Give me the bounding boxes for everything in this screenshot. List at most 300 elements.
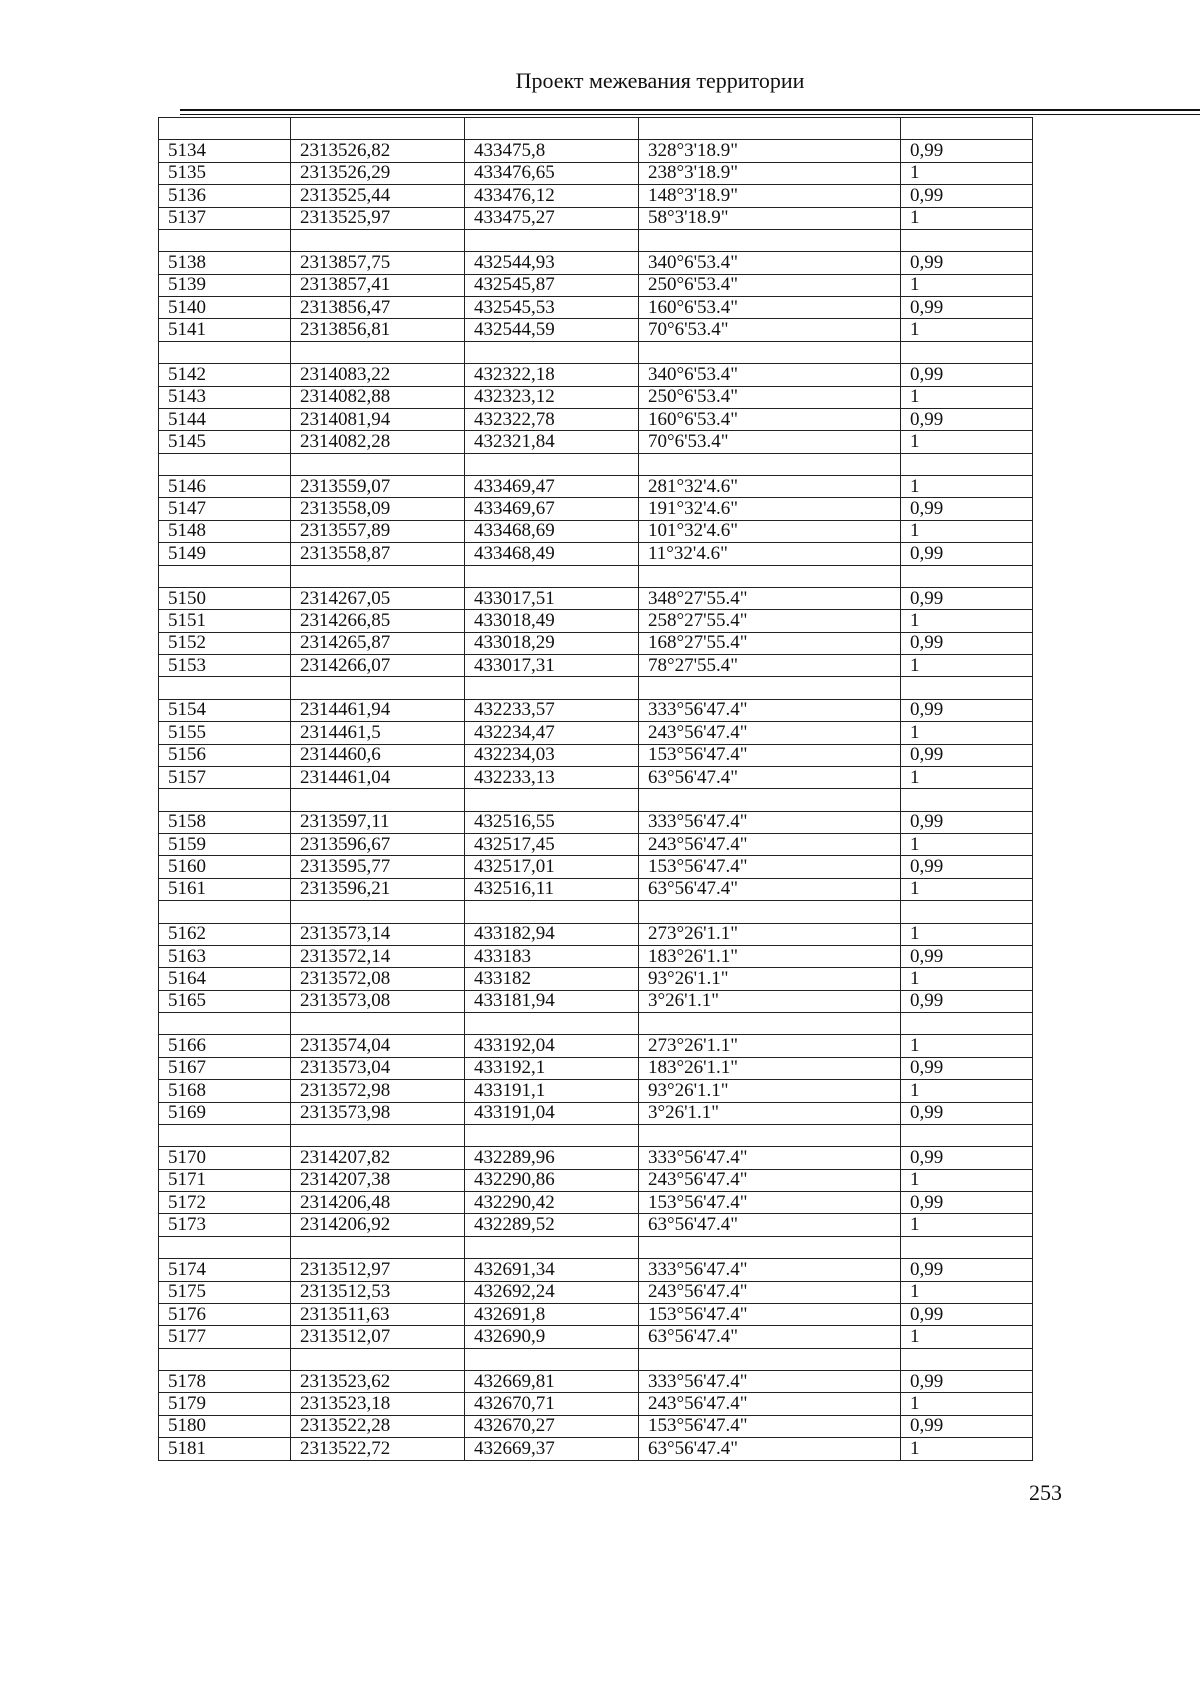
direction-angle-cell: 243°56'47.4"	[639, 722, 901, 744]
table-row	[159, 811, 1033, 833]
empty-cell	[639, 901, 901, 923]
direction-angle-cell: 243°56'47.4"	[639, 1393, 901, 1415]
x-coordinate-cell: 2314081,94	[291, 408, 465, 430]
point-number-cell: 5170	[159, 1147, 291, 1169]
x-coordinate-cell: 2313512,97	[291, 1259, 465, 1281]
table-row	[159, 364, 1033, 386]
direction-angle-cell: 148°3'18.9"	[639, 185, 901, 207]
direction-angle-cell: 191°32'4.6"	[639, 498, 901, 520]
table-row	[159, 1415, 1033, 1437]
table-row	[159, 252, 1033, 274]
header-rule-thick	[180, 109, 1200, 111]
point-number-cell: 5176	[159, 1303, 291, 1325]
table-row	[159, 1371, 1033, 1393]
y-coordinate-cell: 433468,49	[465, 543, 639, 565]
y-coordinate-cell: 433182,94	[465, 923, 639, 945]
y-coordinate-cell: 432670,71	[465, 1393, 639, 1415]
distance-cell: 1	[901, 1035, 1033, 1057]
empty-cell	[291, 1348, 465, 1370]
direction-angle-cell: 63°56'47.4"	[639, 766, 901, 788]
table-separator-row	[159, 118, 1033, 140]
y-coordinate-cell: 432544,93	[465, 252, 639, 274]
distance-cell: 1	[901, 520, 1033, 542]
x-coordinate-cell: 2314083,22	[291, 364, 465, 386]
distance-cell: 0,99	[901, 408, 1033, 430]
distance-cell: 0,99	[901, 945, 1033, 967]
empty-cell	[901, 453, 1033, 475]
y-coordinate-cell: 433191,04	[465, 1102, 639, 1124]
distance-cell: 1	[901, 1281, 1033, 1303]
empty-cell	[465, 453, 639, 475]
direction-angle-cell: 250°6'53.4"	[639, 386, 901, 408]
table-row	[159, 1281, 1033, 1303]
empty-cell	[901, 1348, 1033, 1370]
table-row	[159, 1192, 1033, 1214]
distance-cell: 0,99	[901, 185, 1033, 207]
table-row	[159, 1326, 1033, 1348]
point-number-cell: 5169	[159, 1102, 291, 1124]
distance-cell: 0,99	[901, 1259, 1033, 1281]
empty-cell	[465, 341, 639, 363]
y-coordinate-cell: 432289,52	[465, 1214, 639, 1236]
y-coordinate-cell: 432545,53	[465, 297, 639, 319]
x-coordinate-cell: 2313856,81	[291, 319, 465, 341]
table-row	[159, 1102, 1033, 1124]
coordinates-table-body	[159, 118, 1033, 1461]
point-number-cell: 5162	[159, 923, 291, 945]
distance-cell: 0,99	[901, 297, 1033, 319]
point-number-cell: 5163	[159, 945, 291, 967]
direction-angle-cell: 243°56'47.4"	[639, 1169, 901, 1191]
table-row	[159, 1303, 1033, 1325]
y-coordinate-cell: 432289,96	[465, 1147, 639, 1169]
table-row	[159, 655, 1033, 677]
point-number-cell: 5171	[159, 1169, 291, 1191]
empty-cell	[901, 1013, 1033, 1035]
table-row	[159, 968, 1033, 990]
distance-cell: 1	[901, 1438, 1033, 1461]
x-coordinate-cell: 2314265,87	[291, 632, 465, 654]
distance-cell: 0,99	[901, 1303, 1033, 1325]
empty-cell	[159, 1013, 291, 1035]
y-coordinate-cell: 432233,13	[465, 766, 639, 788]
point-number-cell: 5177	[159, 1326, 291, 1348]
direction-angle-cell: 250°6'53.4"	[639, 274, 901, 296]
table-row	[159, 834, 1033, 856]
x-coordinate-cell: 2313512,53	[291, 1281, 465, 1303]
empty-cell	[291, 565, 465, 587]
empty-cell	[465, 1348, 639, 1370]
direction-angle-cell: 243°56'47.4"	[639, 1281, 901, 1303]
point-number-cell: 5147	[159, 498, 291, 520]
table-row	[159, 1169, 1033, 1191]
direction-angle-cell: 281°32'4.6"	[639, 476, 901, 498]
x-coordinate-cell: 2313595,77	[291, 856, 465, 878]
empty-cell	[639, 1348, 901, 1370]
point-number-cell: 5137	[159, 207, 291, 229]
distance-cell: 0,99	[901, 587, 1033, 609]
empty-cell	[291, 229, 465, 251]
y-coordinate-cell: 433192,04	[465, 1035, 639, 1057]
direction-angle-cell: 333°56'47.4"	[639, 1259, 901, 1281]
empty-cell	[291, 1013, 465, 1035]
point-number-cell: 5175	[159, 1281, 291, 1303]
y-coordinate-cell: 433192,1	[465, 1057, 639, 1079]
point-number-cell: 5136	[159, 185, 291, 207]
y-coordinate-cell: 433018,49	[465, 610, 639, 632]
x-coordinate-cell: 2314082,88	[291, 386, 465, 408]
point-number-cell: 5152	[159, 632, 291, 654]
table-separator-row	[159, 229, 1033, 251]
x-coordinate-cell: 2313522,28	[291, 1415, 465, 1437]
y-coordinate-cell: 432670,27	[465, 1415, 639, 1437]
empty-cell	[159, 229, 291, 251]
point-number-cell: 5154	[159, 699, 291, 721]
table-row	[159, 1080, 1033, 1102]
direction-angle-cell: 153°56'47.4"	[639, 1303, 901, 1325]
table-row	[159, 1147, 1033, 1169]
empty-cell	[291, 341, 465, 363]
y-coordinate-cell: 433017,31	[465, 655, 639, 677]
direction-angle-cell: 11°32'4.6"	[639, 543, 901, 565]
direction-angle-cell: 70°6'53.4"	[639, 431, 901, 453]
empty-cell	[901, 1236, 1033, 1258]
y-coordinate-cell: 433469,47	[465, 476, 639, 498]
y-coordinate-cell: 433191,1	[465, 1080, 639, 1102]
direction-angle-cell: 153°56'47.4"	[639, 1415, 901, 1437]
y-coordinate-cell: 432669,37	[465, 1438, 639, 1461]
x-coordinate-cell: 2313573,98	[291, 1102, 465, 1124]
empty-cell	[901, 1124, 1033, 1146]
table-row	[159, 207, 1033, 229]
direction-angle-cell: 183°26'1.1"	[639, 1057, 901, 1079]
x-coordinate-cell: 2313856,47	[291, 297, 465, 319]
header-rule-thin	[180, 114, 1200, 115]
direction-angle-cell: 258°27'55.4"	[639, 610, 901, 632]
x-coordinate-cell: 2313596,21	[291, 878, 465, 900]
table-row	[159, 185, 1033, 207]
y-coordinate-cell: 432545,87	[465, 274, 639, 296]
point-number-cell: 5149	[159, 543, 291, 565]
empty-cell	[159, 341, 291, 363]
distance-cell: 1	[901, 923, 1033, 945]
direction-angle-cell: 70°6'53.4"	[639, 319, 901, 341]
distance-cell: 0,99	[901, 140, 1033, 162]
x-coordinate-cell: 2313523,18	[291, 1393, 465, 1415]
empty-cell	[639, 453, 901, 475]
table-separator-row	[159, 341, 1033, 363]
y-coordinate-cell: 432692,24	[465, 1281, 639, 1303]
distance-cell: 0,99	[901, 990, 1033, 1012]
empty-cell	[465, 565, 639, 587]
table-row	[159, 1214, 1033, 1236]
y-coordinate-cell: 433183	[465, 945, 639, 967]
y-coordinate-cell: 432322,78	[465, 408, 639, 430]
x-coordinate-cell: 2313558,87	[291, 543, 465, 565]
point-number-cell: 5150	[159, 587, 291, 609]
point-number-cell: 5138	[159, 252, 291, 274]
distance-cell: 1	[901, 878, 1033, 900]
distance-cell: 0,99	[901, 252, 1033, 274]
y-coordinate-cell: 432669,81	[465, 1371, 639, 1393]
table-row	[159, 274, 1033, 296]
x-coordinate-cell: 2313596,67	[291, 834, 465, 856]
table-row	[159, 722, 1033, 744]
direction-angle-cell: 63°56'47.4"	[639, 1326, 901, 1348]
y-coordinate-cell: 432322,18	[465, 364, 639, 386]
distance-cell: 1	[901, 319, 1033, 341]
y-coordinate-cell: 432690,9	[465, 1326, 639, 1348]
point-number-cell: 5165	[159, 990, 291, 1012]
empty-cell	[639, 1124, 901, 1146]
distance-cell: 0,99	[901, 699, 1033, 721]
direction-angle-cell: 63°56'47.4"	[639, 1438, 901, 1461]
point-number-cell: 5140	[159, 297, 291, 319]
point-number-cell: 5174	[159, 1259, 291, 1281]
empty-cell	[465, 1236, 639, 1258]
table-separator-row	[159, 1013, 1033, 1035]
x-coordinate-cell: 2314207,38	[291, 1169, 465, 1191]
table-row	[159, 856, 1033, 878]
x-coordinate-cell: 2314206,92	[291, 1214, 465, 1236]
y-coordinate-cell: 433475,27	[465, 207, 639, 229]
direction-angle-cell: 333°56'47.4"	[639, 699, 901, 721]
empty-cell	[291, 118, 465, 140]
x-coordinate-cell: 2313559,07	[291, 476, 465, 498]
table-separator-row	[159, 1124, 1033, 1146]
table-row	[159, 1438, 1033, 1461]
direction-angle-cell: 153°56'47.4"	[639, 1192, 901, 1214]
point-number-cell: 5159	[159, 834, 291, 856]
direction-angle-cell: 340°6'53.4"	[639, 364, 901, 386]
empty-cell	[901, 341, 1033, 363]
distance-cell: 1	[901, 1393, 1033, 1415]
direction-angle-cell: 160°6'53.4"	[639, 297, 901, 319]
x-coordinate-cell: 2314460,6	[291, 744, 465, 766]
x-coordinate-cell: 2313526,82	[291, 140, 465, 162]
empty-cell	[639, 341, 901, 363]
distance-cell: 1	[901, 274, 1033, 296]
page-header-title: Проект межевания территории	[515, 68, 805, 93]
x-coordinate-cell: 2313572,08	[291, 968, 465, 990]
table-separator-row	[159, 677, 1033, 699]
y-coordinate-cell: 432321,84	[465, 431, 639, 453]
table-row	[159, 766, 1033, 788]
x-coordinate-cell: 2313511,63	[291, 1303, 465, 1325]
empty-cell	[901, 901, 1033, 923]
x-coordinate-cell: 2313857,75	[291, 252, 465, 274]
x-coordinate-cell: 2313525,44	[291, 185, 465, 207]
empty-cell	[465, 789, 639, 811]
distance-cell: 0,99	[901, 811, 1033, 833]
x-coordinate-cell: 2313573,08	[291, 990, 465, 1012]
direction-angle-cell: 93°26'1.1"	[639, 968, 901, 990]
y-coordinate-cell: 432290,86	[465, 1169, 639, 1191]
empty-cell	[291, 789, 465, 811]
direction-angle-cell: 273°26'1.1"	[639, 1035, 901, 1057]
direction-angle-cell: 333°56'47.4"	[639, 811, 901, 833]
x-coordinate-cell: 2314266,07	[291, 655, 465, 677]
empty-cell	[159, 1348, 291, 1370]
distance-cell: 0,99	[901, 744, 1033, 766]
x-coordinate-cell: 2314461,04	[291, 766, 465, 788]
empty-cell	[159, 677, 291, 699]
distance-cell: 0,99	[901, 632, 1033, 654]
x-coordinate-cell: 2313526,29	[291, 162, 465, 184]
point-number-cell: 5156	[159, 744, 291, 766]
distance-cell: 1	[901, 476, 1033, 498]
page-number: 253	[1029, 1480, 1062, 1505]
x-coordinate-cell: 2313557,89	[291, 520, 465, 542]
empty-cell	[159, 565, 291, 587]
y-coordinate-cell: 432233,57	[465, 699, 639, 721]
direction-angle-cell: 333°56'47.4"	[639, 1147, 901, 1169]
direction-angle-cell: 160°6'53.4"	[639, 408, 901, 430]
point-number-cell: 5157	[159, 766, 291, 788]
x-coordinate-cell: 2314266,85	[291, 610, 465, 632]
table-row	[159, 587, 1033, 609]
direction-angle-cell: 3°26'1.1"	[639, 990, 901, 1012]
direction-angle-cell: 93°26'1.1"	[639, 1080, 901, 1102]
point-number-cell: 5168	[159, 1080, 291, 1102]
point-number-cell: 5143	[159, 386, 291, 408]
distance-cell: 1	[901, 1080, 1033, 1102]
table-separator-row	[159, 789, 1033, 811]
table-row	[159, 1057, 1033, 1079]
distance-cell: 1	[901, 722, 1033, 744]
point-number-cell: 5167	[159, 1057, 291, 1079]
y-coordinate-cell: 433475,8	[465, 140, 639, 162]
y-coordinate-cell: 432323,12	[465, 386, 639, 408]
point-number-cell: 5141	[159, 319, 291, 341]
table-row	[159, 140, 1033, 162]
empty-cell	[901, 789, 1033, 811]
direction-angle-cell: 153°56'47.4"	[639, 744, 901, 766]
y-coordinate-cell: 432691,8	[465, 1303, 639, 1325]
empty-cell	[159, 453, 291, 475]
distance-cell: 1	[901, 431, 1033, 453]
x-coordinate-cell: 2314082,28	[291, 431, 465, 453]
empty-cell	[159, 789, 291, 811]
y-coordinate-cell: 432517,01	[465, 856, 639, 878]
x-coordinate-cell: 2313573,14	[291, 923, 465, 945]
point-number-cell: 5151	[159, 610, 291, 632]
table-row	[159, 408, 1033, 430]
coordinates-table	[158, 117, 1033, 1461]
x-coordinate-cell: 2313574,04	[291, 1035, 465, 1057]
point-number-cell: 5155	[159, 722, 291, 744]
y-coordinate-cell: 433018,29	[465, 632, 639, 654]
point-number-cell: 5158	[159, 811, 291, 833]
table-row	[159, 476, 1033, 498]
point-number-cell: 5179	[159, 1393, 291, 1415]
empty-cell	[291, 1124, 465, 1146]
direction-angle-cell: 340°6'53.4"	[639, 252, 901, 274]
x-coordinate-cell: 2313572,98	[291, 1080, 465, 1102]
empty-cell	[639, 565, 901, 587]
direction-angle-cell: 238°3'18.9"	[639, 162, 901, 184]
table-separator-row	[159, 1236, 1033, 1258]
empty-cell	[159, 901, 291, 923]
table-separator-row	[159, 453, 1033, 475]
point-number-cell: 5135	[159, 162, 291, 184]
table-row	[159, 1393, 1033, 1415]
x-coordinate-cell: 2313558,09	[291, 498, 465, 520]
empty-cell	[639, 118, 901, 140]
empty-cell	[465, 677, 639, 699]
x-coordinate-cell: 2314206,48	[291, 1192, 465, 1214]
table-separator-row	[159, 565, 1033, 587]
point-number-cell: 5148	[159, 520, 291, 542]
table-row	[159, 1259, 1033, 1281]
empty-cell	[159, 118, 291, 140]
x-coordinate-cell: 2313857,41	[291, 274, 465, 296]
distance-cell: 0,99	[901, 1371, 1033, 1393]
direction-angle-cell: 328°3'18.9"	[639, 140, 901, 162]
y-coordinate-cell: 432516,55	[465, 811, 639, 833]
empty-cell	[639, 789, 901, 811]
table-separator-row	[159, 1348, 1033, 1370]
x-coordinate-cell: 2313512,07	[291, 1326, 465, 1348]
x-coordinate-cell: 2313573,04	[291, 1057, 465, 1079]
table-row	[159, 744, 1033, 766]
distance-cell: 1	[901, 834, 1033, 856]
empty-cell	[901, 565, 1033, 587]
direction-angle-cell: 348°27'55.4"	[639, 587, 901, 609]
direction-angle-cell: 168°27'55.4"	[639, 632, 901, 654]
y-coordinate-cell: 433182	[465, 968, 639, 990]
direction-angle-cell: 3°26'1.1"	[639, 1102, 901, 1124]
distance-cell: 1	[901, 1214, 1033, 1236]
table-row	[159, 319, 1033, 341]
table-row	[159, 632, 1033, 654]
empty-cell	[291, 901, 465, 923]
direction-angle-cell: 153°56'47.4"	[639, 856, 901, 878]
point-number-cell: 5146	[159, 476, 291, 498]
point-number-cell: 5161	[159, 878, 291, 900]
table-row	[159, 498, 1033, 520]
direction-angle-cell: 78°27'55.4"	[639, 655, 901, 677]
table-separator-row	[159, 901, 1033, 923]
empty-cell	[639, 229, 901, 251]
table-row	[159, 297, 1033, 319]
distance-cell: 0,99	[901, 498, 1033, 520]
point-number-cell: 5153	[159, 655, 291, 677]
y-coordinate-cell: 433469,67	[465, 498, 639, 520]
table-row	[159, 923, 1033, 945]
direction-angle-cell: 58°3'18.9"	[639, 207, 901, 229]
y-coordinate-cell: 432517,45	[465, 834, 639, 856]
direction-angle-cell: 273°26'1.1"	[639, 923, 901, 945]
point-number-cell: 5134	[159, 140, 291, 162]
x-coordinate-cell: 2313572,14	[291, 945, 465, 967]
table-row	[159, 386, 1033, 408]
empty-cell	[465, 229, 639, 251]
empty-cell	[901, 677, 1033, 699]
x-coordinate-cell: 2314267,05	[291, 587, 465, 609]
point-number-cell: 5166	[159, 1035, 291, 1057]
empty-cell	[465, 1013, 639, 1035]
empty-cell	[159, 1236, 291, 1258]
y-coordinate-cell: 433181,94	[465, 990, 639, 1012]
y-coordinate-cell: 432516,11	[465, 878, 639, 900]
x-coordinate-cell: 2313597,11	[291, 811, 465, 833]
table-row	[159, 162, 1033, 184]
direction-angle-cell: 183°26'1.1"	[639, 945, 901, 967]
distance-cell: 0,99	[901, 856, 1033, 878]
distance-cell: 1	[901, 1169, 1033, 1191]
point-number-cell: 5173	[159, 1214, 291, 1236]
